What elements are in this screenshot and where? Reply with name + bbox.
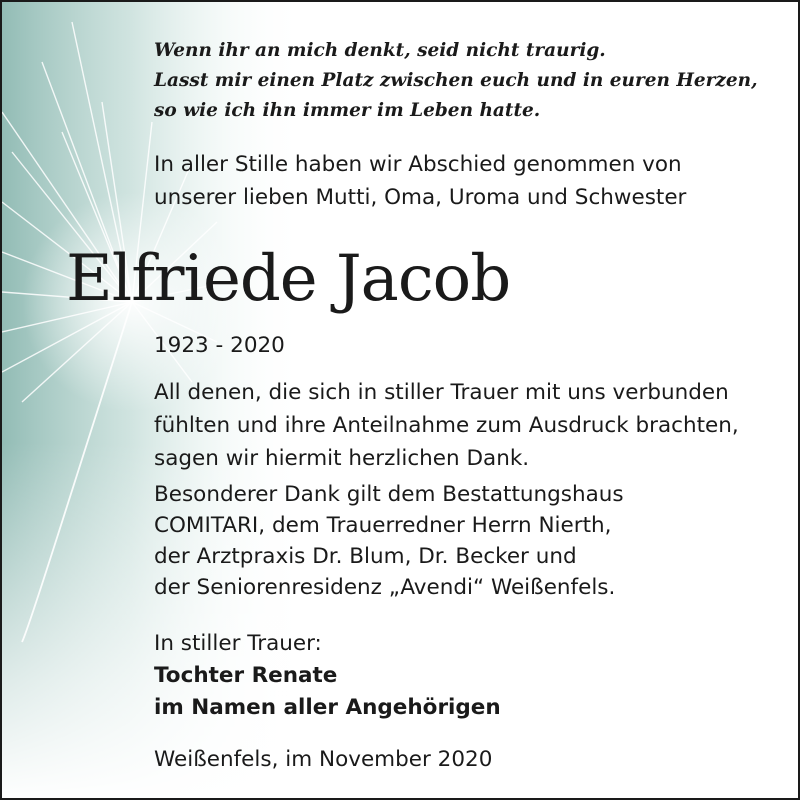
life-dates: 1923 - 2020 xyxy=(154,333,285,358)
special-thanks-line: der Arztpraxis Dr. Blum, Dr. Becker und xyxy=(154,544,577,569)
special-thanks-line: Besonderer Dank gilt dem Bestattungshaus xyxy=(154,482,624,507)
place-date: Weißenfels, im November 2020 xyxy=(154,747,493,772)
thanks-line: sagen wir hiermit herzlichen Dank. xyxy=(154,446,530,471)
quote-line: Lasst mir einen Platz zwischen euch und in euren Herzen, xyxy=(154,70,758,91)
special-thanks-line: COMITARI, dem Trauerredner Herrn Nierth, xyxy=(154,513,612,538)
quote-line: Wenn ihr an mich denkt, seid nicht traurig. xyxy=(154,40,606,61)
mourning-block xyxy=(154,628,501,724)
special-thanks-line: der Seniorenresidenz „Avendi“ Weißenfels. xyxy=(154,575,616,600)
thanks-line: fühlten und ihre Anteilnahme zum Ausdruck brachten, xyxy=(154,413,739,438)
intro-line: In aller Stille haben wir Abschied genommen von xyxy=(154,152,682,177)
thanks-line: All denen, die sich in stiller Trauer mit uns verbunden xyxy=(154,380,729,405)
mourner-line: im Namen aller Angehörigen xyxy=(154,695,501,720)
deceased-name: Elfriede Jacob xyxy=(66,242,511,316)
mourner-line: Tochter Renate xyxy=(154,663,338,688)
thanks-block xyxy=(154,376,739,475)
quote-block xyxy=(154,36,758,126)
special-thanks-block xyxy=(154,479,624,603)
quote-line: so wie ich ihn immer im Leben hatte. xyxy=(154,100,541,121)
intro-block xyxy=(154,148,686,214)
mourning-label: In stiller Trauer: xyxy=(154,631,322,656)
intro-line: unserer lieben Mutti, Oma, Uroma und Schwester xyxy=(154,185,687,210)
